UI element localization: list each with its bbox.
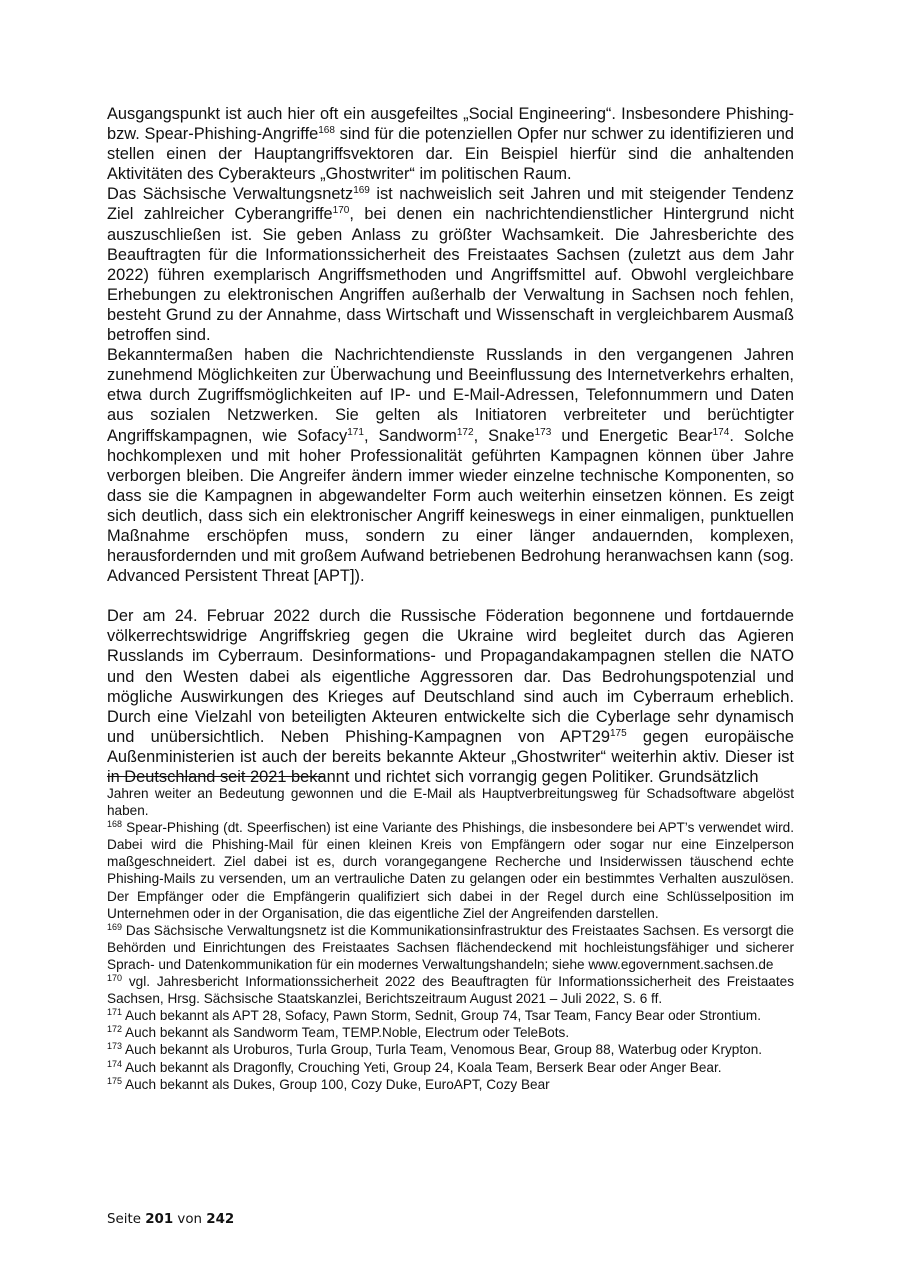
footnote-171: $^{171}$ Auch bekannt als APT 28, Sofacy, Pawn Storm, Sednit, Group 74, Tsar Team, Fancy Bear oder Strontium. <box>107 1007 762 1024</box>
total-pages: 242 <box>206 1212 235 1227</box>
footnote-168: $^{168}$ Spear-Phishing (dt. Speerfischen) ist eine Variante des Phishings, die insbesondere bei APT’s verwendet wird. Dabei wird die Phishing-Mail für einen kleinen Kreis von Empfängern oder sogar nur eine Einzelperson maßgeschneidert. Ziel dabei ist es, durch vorangegangene Recherche und Insiderwissen täuschend echte Phishing-Mails zu versenden, um an vertrauliche Daten zu gelangen oder ein bestimmtes Verhalten auszulösen. Der Empfänger oder die Empfängerin qualifiziert sich dabei in der Regel durch eine Schlüsselposition im Unternehmen oder in der Organisation, die das eigentliche Ziel der Angreifenden darstellen. <box>107 819 794 921</box>
paragraph-1: Ausgangspunkt ist auch hier oft ein ausgefeiltes „Social Engineering“. Insbesondere Phishing- bzw. Spear-Phishing-Angriffe$^{168}$ sind für die potenziellen Opfer nur schwer zu identifizieren und stellen einen der Hauptangriffsvektoren dar. Ein Beispiel hierfür sind die anhaltenden Aktivitäten des Cyberakteurs „Ghostwriter“ im politischen Raum. <box>107 105 794 184</box>
footnote-ref-170: 170 <box>332 205 350 217</box>
footnote-173: $^{173}$ Auch bekannt als Uroburos, Turla Group, Turla Team, Venomous Bear, Group 88, Waterbug oder Krypton. <box>107 1041 763 1058</box>
footnote-ref-175: 175 <box>609 727 627 739</box>
footnote-ref-172: 172 <box>456 426 474 438</box>
paragraph-2: Das Sächsische Verwaltungsnetz$^{169}$ ist nachweislich seit Jahren und mit steigender Tendenz Ziel zahlreicher Cyberangriffe$^{170}$, bei denen ein nachrichtendienstlicher Hintergrund nicht auszuschließen ist. Sie geben Anlass zu größter Wachsamkeit. Die Jahresberichte des Beauftragten für die Informationssicherheit des Freistaates Sachsen (zuletzt aus dem Jahr 2022) führen exemplarisch Angriffsmethoden und Angriffsmittel auf. Obwohl vergleichbare Erhebungen zu elektronischen Angriffen außerhalb der Verwaltung in Sachsen noch fehlen, besteht Grund zu der Annahme, dass Wirtschaft und Wissenschaft in vergleichbarem Ausmaß betroffen sind. <box>107 185 794 345</box>
footnote-ref-173: 173 <box>534 426 552 438</box>
footnotes <box>107 785 794 1093</box>
footnote-separator <box>107 776 325 777</box>
footnote-ref-171: 171 <box>347 426 364 438</box>
paragraph-3: Bekanntermaßen haben die Nachrichtendienste Russlands in den vergangenen Jahren zunehmend Möglichkeiten zur Überwachung und Beeinflussung des Internetverkehrs erhalten, etwa durch Zugriffsmöglichkeiten auf IP- und E-Mail-Adressen, Telefonnummern und Daten aus sozialen Netzwerken. Sie gelten als Initiatoren verbreiteter und berüchtigter Angriffskampagnen, wie Sofacy$^{171}$, Sandworm$^{172}$, Snake$^{173}$ und Energetic Bear$^{174}$. Solche hochkomplexen und mit hoher Professionalität geführten Kampagnen können über Jahre verborgen bleiben. Die Angreifer ändern immer wieder einzelne technische Komponenten, so dass sie die Kampagnen in abgewandelter Form auch weiterhin einsetzen können. Es zeigt sich deutlich, dass sich ein elektronischer Angriff keineswegs in einer einmaligen, punktuellen Maßnahme erschöpfen muss, sondern zu einer länger andauernden, komplexen, herausfordernden und mit großem Aufwand betriebenen Bedrohung heranwachsen kann (sog. Advanced Persistent Threat [APT]). <box>107 346 795 586</box>
footnote-175: $^{175}$ Auch bekannt als Dukes, Group 100, Cozy Duke, EuroAPT, Cozy Bear <box>107 1075 550 1092</box>
main-text <box>107 104 794 787</box>
footnote-ref-168: 168 <box>318 125 335 137</box>
paragraph-4: Der am 24. Februar 2022 durch die Russische Föderation begonnene und fortdauernde völkerrechtswidrige Angriffskrieg gegen die Ukraine wird begleitet durch das Agieren Russlands im Cyberraum. Desinformations- und Propagandakampagnen stellen die NATO und den Westen dabei als eigentliche Aggressoren dar. Das Bedrohungspotenzial und mögliche Auswirkungen des Krieges auf Deutschland sind auch im Cyberraum erheblich. Durch eine Vielzahl von beteiligten Akteuren entwickelte sich die Cyberlage sehr dynamisch und unübersichtlich. Neben Phishing-Kampagnen von $APT29^{175}$ gegen europäische Außenministerien ist auch der bereits bekannte Akteur „Ghostwriter“ weiterhin aktiv. Dieser ist in Deutschland seit 2021 bekannt und richtet sich vorrangig gegen Politiker. Grundsätzlich <box>107 607 794 786</box>
current-page: 201 <box>145 1212 174 1227</box>
footnote-174: $^{174}$ Auch bekannt als Dragonfly, Crouching Yeti, Group 24, Koala Team, Berserk Bear oder Anger Bear. <box>107 1058 722 1075</box>
footnote-ref-174: 174 <box>712 426 730 438</box>
footnote-172: $^{172}$ Auch bekannt als Sandworm Team, TEMP.Noble, Electrum oder TeleBots. <box>107 1024 570 1041</box>
page-number: Seite 201 von 242 <box>107 1212 235 1227</box>
footnote-ref-169: 169 <box>353 185 370 197</box>
footnote-continuation: Jahren weiter an Bedeutung gewonnen und die E-Mail als Hauptverbreitungsweg für Schadsoftware abgelöst haben. <box>107 786 794 819</box>
footnote-170: $^{170}$ vgl. Jahresbericht Informationssicherheit 2022 des Beauftragten für Informationssicherheit des Freistaates Sachsen, Hrsg. Sächsische Staatskanzlei, Berichtszeitraum August 2021 – Juli 2022, S. 6 ff. <box>107 973 794 1007</box>
footnote-169: $^{169}$ Das Sächsische Verwaltungsnetz ist die Kommunikationsinfrastruktur des Freistaates Sachsen. Es versorgt die Behörden und Einrichtungen des Freistaates Sachsen flächendeckend mit hochleistungsfähiger und sicherer Sprach- und Datenkommunikation für ein modernes Verwaltungshandeln; siehe www.egovernment.sachsen.de <box>107 921 794 972</box>
